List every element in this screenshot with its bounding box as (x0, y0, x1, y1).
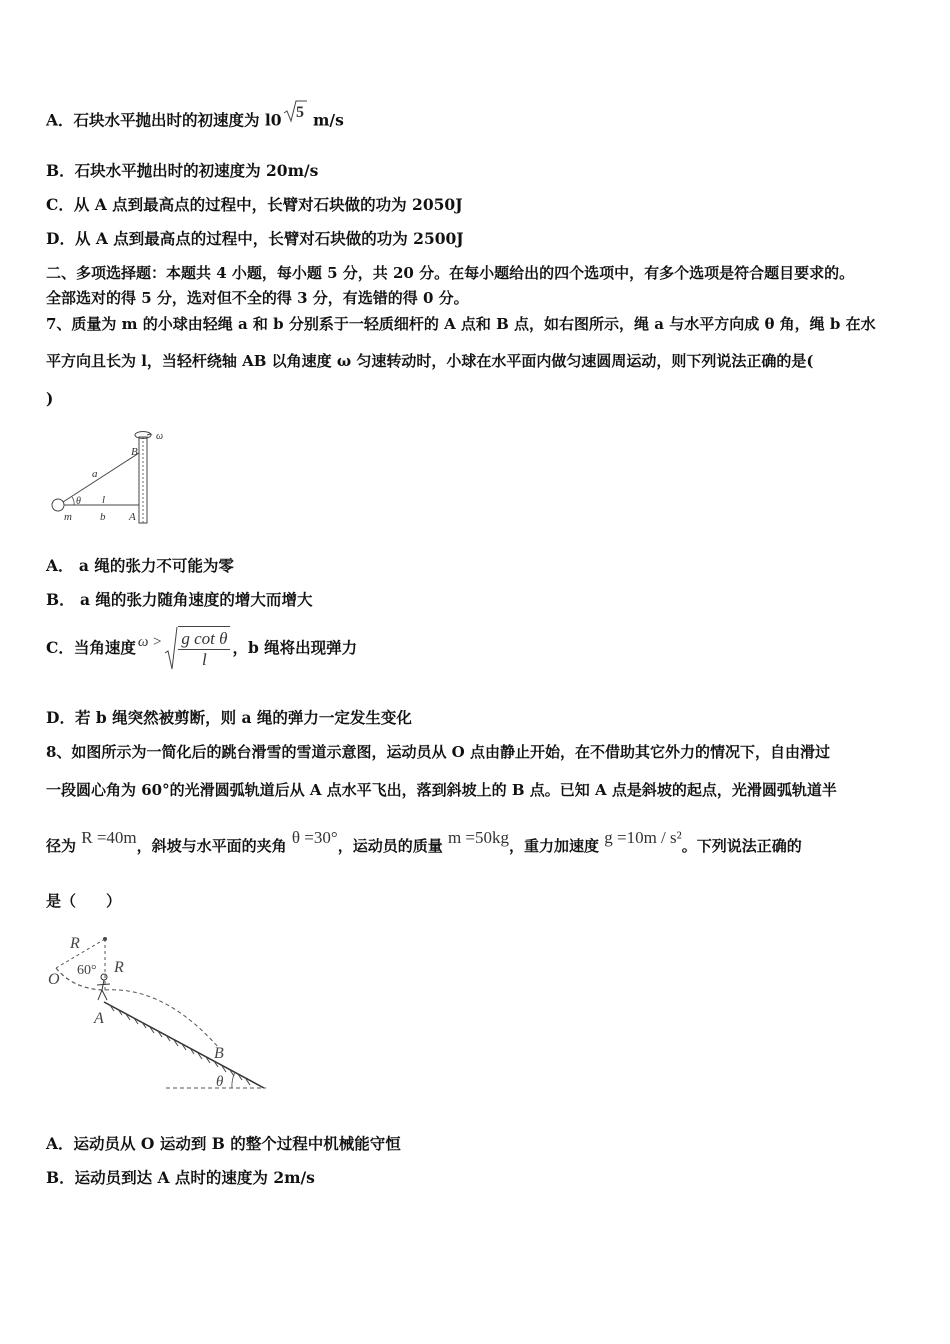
label-theta: θ (76, 496, 81, 507)
q8-line3-a: 径为 (46, 837, 77, 855)
q7-option-c (46, 626, 357, 670)
sqrt-expression (282, 98, 308, 129)
label-A: A (129, 511, 136, 523)
section2-instruction-line1: 二、多项选择题：本题共 4 小题，每小题 5 分，共 20 分。在每小题给出的四个选项中，有多个选项是符合题目要求的。 (46, 264, 855, 282)
q7-rotating-rod-figure (44, 425, 174, 530)
q7-option-c-omega: ω > (137, 634, 163, 650)
q7-option-b: B． a 绳的张力随角速度的增大而增大 (46, 590, 313, 609)
sqrt-radicand: 5 (295, 104, 304, 121)
label-R1: R (70, 935, 80, 952)
label-a: a (92, 468, 98, 480)
q6-option-a-text: A．石块水平抛出时的初速度为 l0 (46, 110, 282, 130)
label-l: l (102, 494, 106, 506)
q8-option-a: A．运动员从 O 运动到 B 的整个过程中机械能守恒 (46, 1134, 401, 1153)
q6-option-c: C．从 A 点到最高点的过程中，长臂对石块做的功为 2050J (46, 195, 463, 214)
q8-line3-c: ，运动员的质量 (337, 837, 443, 855)
q6-option-a-unit: m/s (313, 110, 344, 130)
rope-a (63, 453, 139, 502)
q8-stem-line1: 8、如图所示为一简化后的跳台滑雪的雪道示意图，运动员从 O 点由静止开始，在不借助其它外力的情况下，自由滑过 (46, 743, 830, 761)
label-O: O (48, 971, 60, 988)
theta-arc (72, 497, 74, 505)
q8-line3-b: ，斜坡与水平面的夹角 (136, 837, 287, 855)
q7-option-c-prefix: C．当角速度 (46, 638, 136, 657)
q8-line3-e: 。下列说法正确的 (681, 837, 802, 855)
q7-option-c-fraction (178, 626, 230, 670)
flight-trajectory (105, 990, 219, 1048)
fraction-numerator: g cot θ (178, 629, 230, 650)
label-m: m (64, 511, 72, 523)
label-A: A (94, 1010, 104, 1027)
q8-mass-value: m =50kg (447, 828, 509, 847)
label-b: b (100, 511, 106, 523)
skier-icon (97, 974, 110, 1000)
q8-ski-jump-figure (44, 928, 270, 1094)
label-omega: ω (156, 431, 164, 442)
q6-option-b: B．石块水平抛出时的初速度为 20m/s (46, 161, 319, 180)
q8-stem-line2: 一段圆心角为 60°的光滑圆弧轨道后从 A 点水平飞出，落到斜坡上的 B 点。已知 A 点是斜坡的起点，光滑圆弧轨道半 (46, 781, 837, 799)
q7-option-a: A． a 绳的张力不可能为零 (46, 556, 234, 575)
section2-instruction-line2: 全部选对的得 5 分，选对但不全的得 3 分，有选错的得 0 分。 (46, 289, 469, 307)
sqrt-symbol-icon (282, 98, 308, 124)
q8-option-b: B．运动员到达 A 点时的速度为 2m/s (46, 1168, 315, 1187)
q7-stem-line3: ) (46, 389, 54, 408)
sqrt-symbol-icon (164, 625, 178, 671)
q8-stem-line4: 是（ ） (46, 892, 122, 910)
ball-icon (52, 499, 64, 511)
q8-line3-d: ，重力加速度 (509, 837, 600, 855)
q6-option-a (46, 106, 344, 137)
label-R2: R (114, 959, 124, 976)
q6-option-d: D．从 A 点到最高点的过程中，长臂对石块做的功为 2500J (46, 229, 464, 248)
slope-line (104, 1002, 264, 1088)
label-theta: θ (216, 1074, 224, 1090)
q8-radius-value: R =40m (81, 828, 137, 847)
q8-stem-line3 (46, 828, 802, 856)
q7-option-d: D．若 b 绳突然被剪断，则 a 绳的弹力一定发生变化 (46, 708, 412, 727)
q7-option-c-sqrt (164, 625, 230, 671)
fraction-denominator: l (202, 650, 207, 669)
q7-option-c-suffix: ，b 绳将出现弹力 (232, 638, 358, 657)
q8-angle-value: θ =30° (291, 828, 338, 847)
q7-stem-line2: 平方向且长为 l，当轻杆绕轴 AB 以角速度 ω 匀速转动时，小球在水平面内做匀速圆周运动，则下列说法正确的是( (46, 352, 814, 370)
label-B: B (131, 446, 138, 458)
q7-stem-line1: 7、质量为 m 的小球由轻绳 a 和 b 分别系于一轻质细杆的 A 点和 B 点，如右图所示，绳 a 与水平方向成 θ 角，绳 b 在水 (46, 315, 876, 333)
label-60deg: 60° (77, 963, 97, 978)
label-B: B (214, 1045, 224, 1062)
q8-gravity-value: g =10m / s² (604, 828, 682, 847)
